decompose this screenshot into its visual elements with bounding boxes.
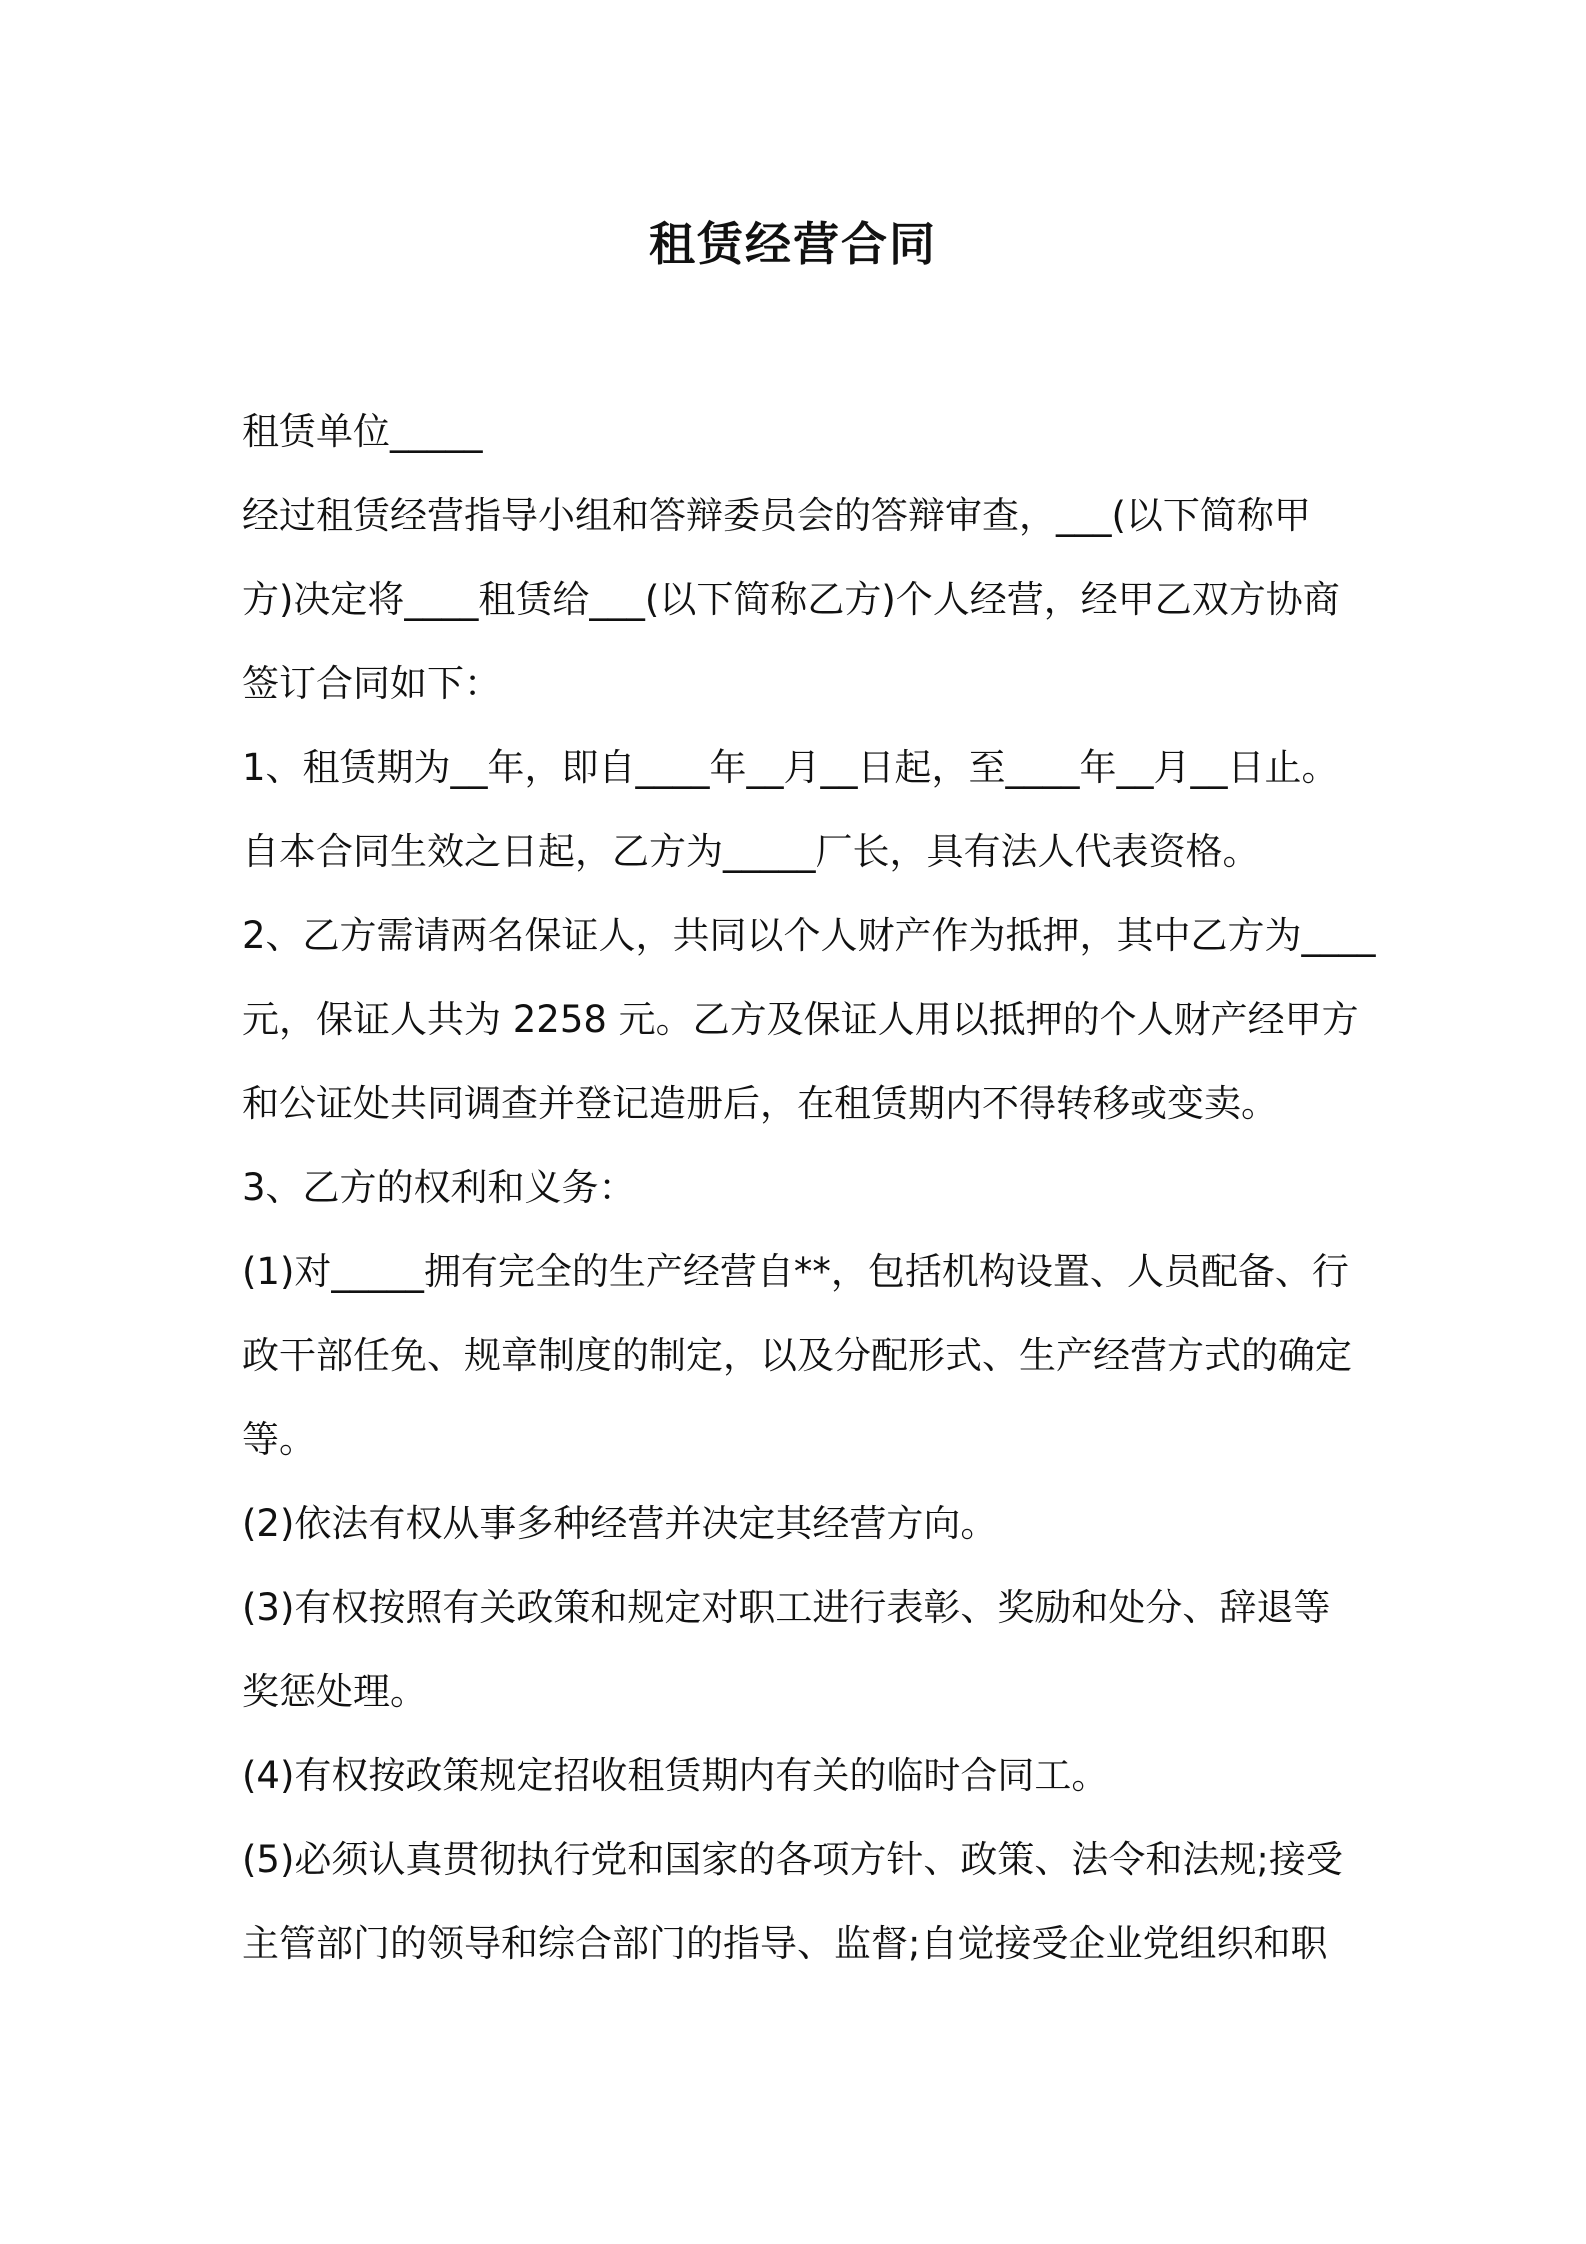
document-body: [242, 404, 1376, 1972]
clause-1-line: 自本合同生效之日起，乙方为_____厂长，具有法人代表资格。: [242, 830, 1260, 873]
paragraph-line: 方)决定将____租赁给___(以下简称乙方)个人经营，经甲乙双方协商: [242, 578, 1340, 621]
clause-3-heading: 3、乙方的权利和义务：: [242, 1166, 636, 1209]
clause-3-item-line: (5)必须认真贯彻执行党和国家的各项方针、政策、法令和法规;接受: [242, 1838, 1343, 1881]
clause-3-item-line: 奖惩处理。: [242, 1670, 427, 1713]
paragraph-line: 经过租赁经营指导小组和答辩委员会的答辩审查，___(以下简称甲: [242, 494, 1311, 537]
clause-2-line: 2、乙方需请两名保证人，共同以个人财产作为抵押，其中乙方为____: [242, 914, 1376, 957]
clause-3-item-line: (4)有权按政策规定招收租赁期内有关的临时合同工。: [242, 1754, 1109, 1797]
clause-3-item-line: 主管部门的领导和综合部门的指导、监督;自觉接受企业党组织和职: [242, 1922, 1328, 1965]
clause-3-item-line: 政干部任免、规章制度的制定，以及分配形式、生产经营方式的确定: [242, 1334, 1352, 1377]
party-line: 租赁单位_____: [242, 410, 483, 453]
clause-3-item-line: (3)有权按照有关政策和规定对职工进行表彰、奖励和处分、辞退等: [242, 1586, 1331, 1629]
paragraph-line: 签订合同如下：: [242, 662, 501, 705]
document-title: 租赁经营合同: [649, 217, 937, 271]
clause-3-item-line: (1)对_____拥有完全的生产经营自**，包括机构设置、人员配备、行: [242, 1250, 1349, 1293]
clause-3-item-line: (2)依法有权从事多种经营并决定其经营方向。: [242, 1502, 998, 1545]
clause-2-line: 元，保证人共为 2258 元。乙方及保证人用以抵押的个人财产经甲方: [242, 998, 1359, 1041]
clause-2-line: 和公证处共同调查并登记造册后，在租赁期内不得转移或变卖。: [242, 1082, 1278, 1125]
clause-1-line: 1、租赁期为__年，即自____年__月__日起，至____年__月__日止。: [242, 746, 1339, 789]
clause-3-item-line: 等。: [242, 1418, 316, 1461]
